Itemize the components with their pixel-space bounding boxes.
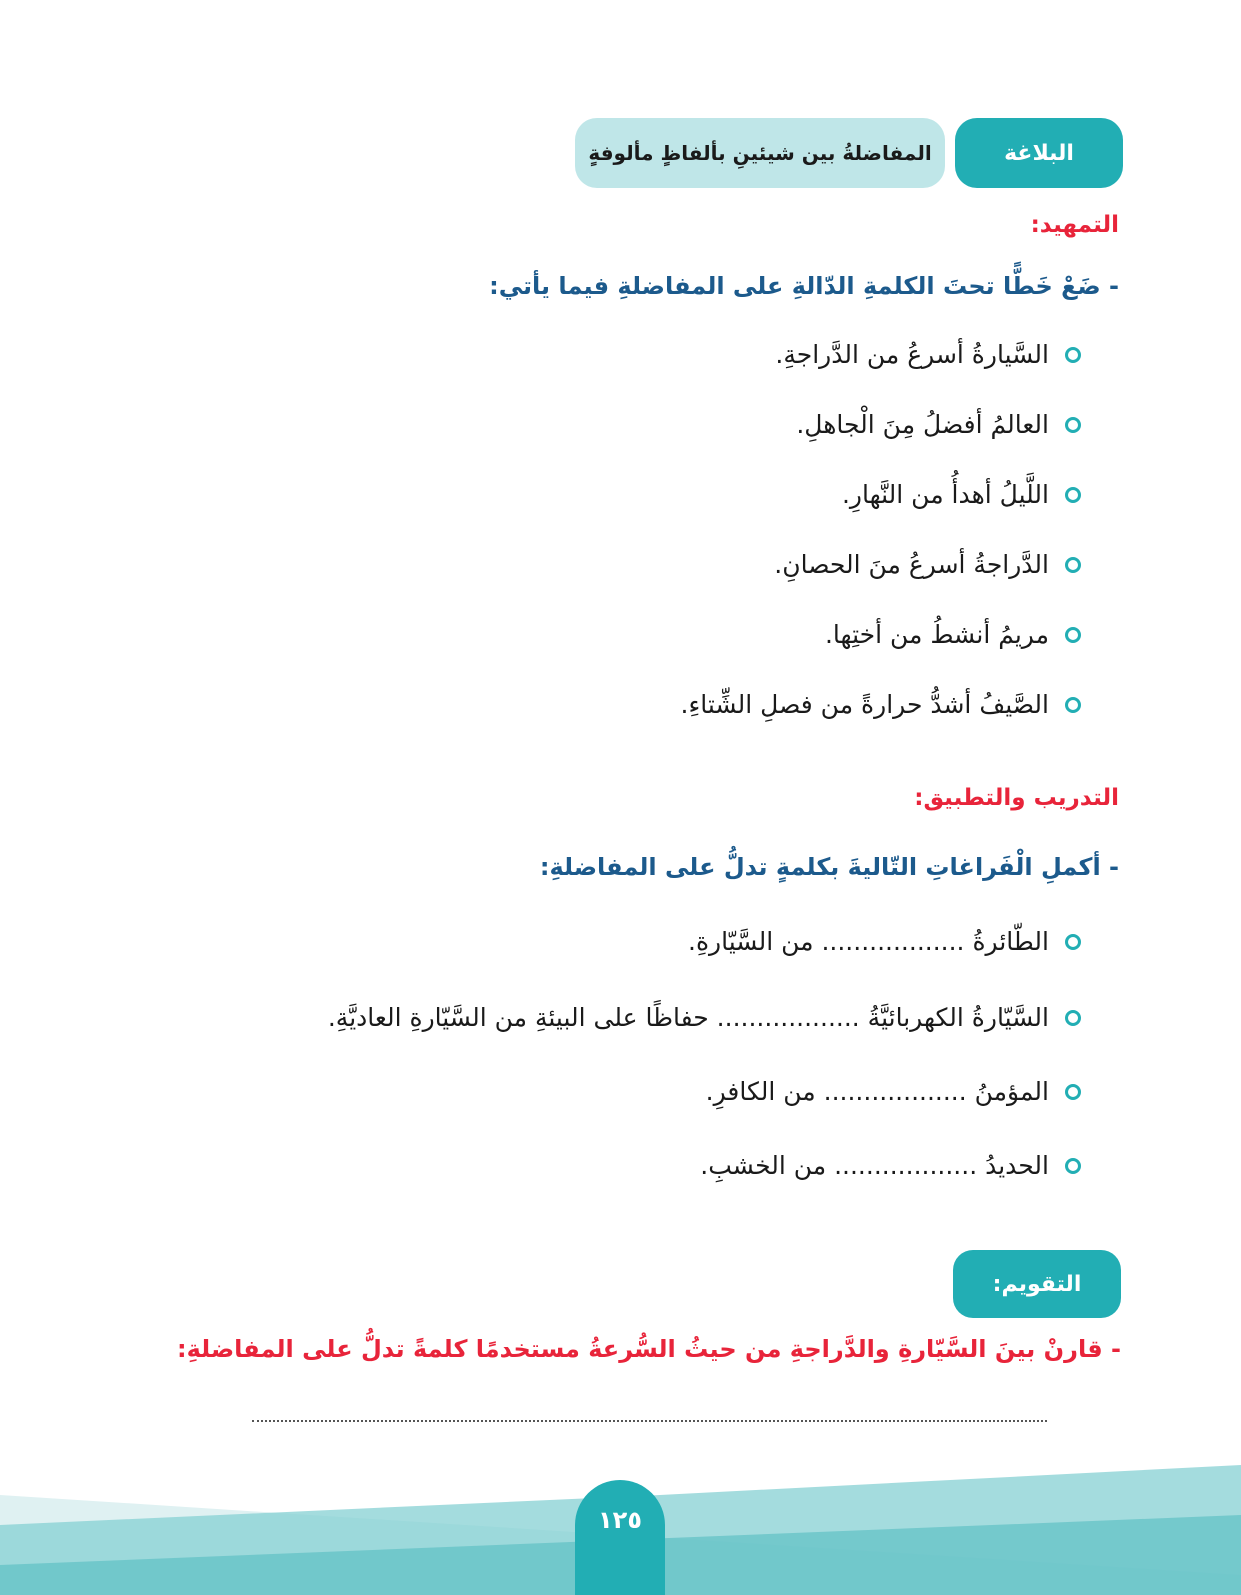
practice-title: التدريب والتطبيق: <box>914 785 1119 811</box>
evaluation-tab: التقويم: <box>953 1250 1121 1318</box>
circle-bullet-icon <box>1065 1010 1081 1026</box>
circle-bullet-icon <box>1065 1158 1081 1174</box>
intro-instruction: - ضَعْ خَطًّا تحتَ الكلمةِ الدّالةِ على المفاضلةِ فيما يأتي: <box>489 272 1119 300</box>
intro-item-5: مريمُ أنشطُ من أختِها. <box>825 620 1081 649</box>
topic-title: المفاضلةُ بين شيئينِ بألفاظٍ مألوفةٍ <box>575 118 945 188</box>
intro-item-1: السَّيارةُ أسرعُ من الدَّراجةِ. <box>775 340 1081 369</box>
practice-item-4: الحديدُ .................. من الخشبِ. <box>700 1151 1081 1180</box>
practice-item-1: الطّائرةُ .................. من السَّيّارةِ. <box>688 927 1081 956</box>
practice-instruction: - أكملِ الْفَراغاتِ التّاليةَ بكلمةٍ تدلُّ على المفاضلةِ: <box>539 853 1119 881</box>
circle-bullet-icon <box>1065 934 1081 950</box>
circle-bullet-icon <box>1065 1084 1081 1100</box>
intro-item-2: العالمُ أفضلُ مِنَ الْجاهلِ. <box>796 410 1081 439</box>
intro-item-4: الدَّراجةُ أسرعُ منَ الحصانِ. <box>774 550 1081 579</box>
circle-bullet-icon <box>1065 487 1081 503</box>
circle-bullet-icon <box>1065 347 1081 363</box>
circle-bullet-icon <box>1065 697 1081 713</box>
intro-title: التمهيد: <box>1030 212 1119 238</box>
practice-item-2: السَّيّارةُ الكهربائيَّةُ .................. حفاظًا على البيئةِ من السَّيّارةِ العاديَّةِ. <box>328 1003 1081 1032</box>
subject-tab: البلاغة <box>955 118 1123 188</box>
intro-item-3: اللَّيلُ أهدأُ من النَّهارِ. <box>842 480 1081 509</box>
practice-item-3: المؤمنُ .................. من الكافرِ. <box>706 1077 1081 1106</box>
answer-dotted-line[interactable] <box>252 1420 1047 1422</box>
circle-bullet-icon <box>1065 417 1081 433</box>
page-number: ١٢٥ <box>575 1480 665 1595</box>
circle-bullet-icon <box>1065 557 1081 573</box>
evaluation-instruction: - قارنْ بينَ السَّيّارةِ والدَّراجةِ من حيثُ السُّرعةُ مستخدمًا كلمةً تدلُّ على المفاضلةِ: <box>177 1335 1121 1363</box>
circle-bullet-icon <box>1065 627 1081 643</box>
intro-item-6: الصَّيفُ أشدُّ حرارةً من فصلِ الشِّتاءِ. <box>681 690 1082 719</box>
